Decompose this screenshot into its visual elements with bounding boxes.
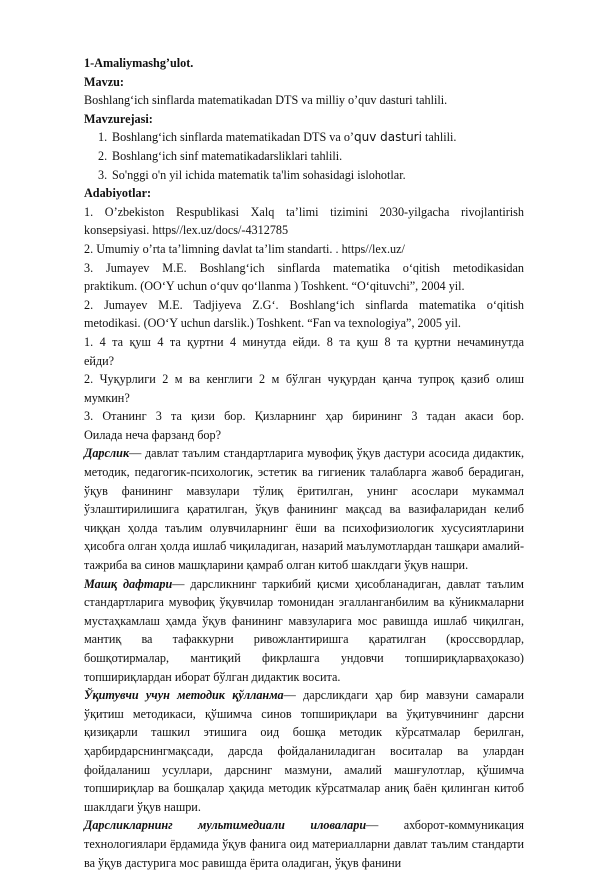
reference-line: praktikum. (OO‘Y uchun o‘quv qo‘llanma ) Toshkent. “O‘qituvchi”, 2004 yil.	[84, 279, 465, 294]
definition-paragraph	[84, 816, 524, 872]
reja-list	[84, 128, 524, 184]
definition-body: — дарсликдаги ҳар бир мавзуни самарали ўқитиш методикаси, қўшимча синов топшириқлари ва ўқитувчининг дарсни қизиқарли ташкил этишига оид бошқа методик кўрсатмалар берилган, ҳарбирдарснингмақсади, дарсда фойдаланиладиган воситалар ва улардан фойдаланиш усуллари, дарснинг мазмуни, амалий машғулотлар, қўшимча топшириқлар ва бошқалар ҳақида методик кўрсатмалар аниқ баён қилинган китоб шаклдаги ўқув нашри.	[84, 688, 524, 814]
reja-item	[84, 166, 524, 185]
mavzu-text: Boshlang‘ich sinflarda matematikadan DTS va milliy o’quv dasturi tahlili.	[84, 93, 448, 108]
document-page	[84, 54, 524, 872]
reference-line: 1. O’zbekiston Respublikasi Xalq ta’limi tizimini 2030-yilgacha rivojlantirish	[84, 204, 524, 219]
reja-text: So'nggi o'n yil ichida matematik ta'lim sohasidagi islohotlar.	[112, 167, 406, 182]
problem-line: 3. Отанинг 3 та қизи бор. Қизларнинг ҳар бирининг 3 тадан акаси бор.	[84, 409, 524, 424]
definition-paragraph	[84, 686, 524, 816]
problem-line: 2. Чуқурлиги 2 м ва кенглиги 2 м бўлган чуқурдан қанча тупроқ қазиб олиш	[84, 372, 524, 387]
reference-line: 2. Umumiy o’rta ta’limning davlat ta’lim standarti. . https//lex.uz/	[84, 241, 405, 256]
definition-term: Дарсликларнинг мультимедиали иловалари	[84, 818, 367, 833]
reja-label: Mavzurejasi:	[84, 111, 153, 126]
reja-item	[84, 147, 524, 166]
problem-line: 1. 4 та қуш 4 та қуртни 4 минутда ейди. 8 та қуш 8 та қуртни нечаминутда	[84, 334, 524, 349]
definition-body: — дарсликнинг таркибий қисми ҳисобланадиган, давлат таълим стандартларига мувофиқ ўқувчилар томонидан эгалланганбилим ва кўникмаларни мустаҳкамлаш ҳамда ўқув фанининг мавзуларига мос равишда ишлаб чиқилган, мантиқ ва тафаккурни ривожлантиришга қаратилган (кроссвордлар, бошқотирмалар, мантиқий фикрлашга ундовчи топшириқларваҳоказо) топшириқлардан иборат бўлган дидактик восита.	[84, 576, 524, 684]
reja-item	[84, 128, 524, 147]
reja-number: 2.	[98, 148, 108, 163]
problem-line: мумкин?	[84, 390, 130, 405]
definition-term: Машқ дафтари	[84, 576, 173, 591]
definition-paragraph	[84, 575, 524, 687]
definition-body: — ахборот-коммуникация технологиялари ёрдамида ўқув фанига оид материалларни давлат таълим стандарти ва ўқув дастурига мос равишда ёрита оладиган, ўқув фанини	[84, 818, 524, 870]
reference-line: konsepsiyasi. https//lex.uz/docs/-4312785	[84, 223, 289, 238]
definition-body: — давлат таълим стандартларига мувофиқ ўқув дастури асосида дидактик, методик, педагогик-психологик, эстетик ва гигиеник талабларга жавоб берадиган, ўқув фанининг мавзулари тўлиқ ёритилган, унинг асослари мукаммал ўзлаштирилишига қаратилган, ўқув фанининг мақсад ва вазифаларидан келиб чиққан ҳолда таълим олувчиларнинг ёши ва психофизиологик хусусиятларини ҳисобга олган ҳолда ишлаб чиқиладиган, назарий маълумотлардан ташқари амалий-тажриба ва синов машқларини қамраб олган китоб шаклдаги ўқув нашри.	[84, 446, 524, 573]
document-title: 1-Amaliymashg’ulot.	[84, 56, 194, 70]
reja-text: Boshlang‘ich sinf matematikadarsliklari tahlili.	[112, 148, 343, 163]
definition-term: Дарслик	[84, 446, 130, 461]
reference-line: 2. Jumayev M.E. Tadjiyeva Z.G‘. Boshlang‘ich sinflarda matematika o‘qitish	[84, 297, 524, 312]
definition-paragraph	[84, 444, 524, 574]
adabiyot-label: Adabiyotlar:	[84, 186, 152, 201]
problem-line: ейди?	[84, 353, 115, 368]
problem-line: Оилада неча фарзанд бор?	[84, 427, 222, 442]
reja-number: 3.	[98, 167, 108, 182]
mavzu-label: Mavzu:	[84, 74, 124, 89]
reja-text: Boshlang‘ich sinflarda matematikadan DTS va o’quv dasturi tahlili.	[112, 130, 457, 145]
definition-term: Ўқитувчи учун методик қўлланма	[84, 688, 284, 703]
reja-number: 1.	[98, 130, 108, 145]
reference-line: 3. Jumayev M.E. Boshlang‘ich sinflarda matematika o‘qitish metodikasidan	[84, 260, 524, 275]
reference-line: metodikasi. (OO‘Y uchun darslik.) Toshkent. “Fan va texnologiya”, 2005 yil.	[84, 316, 461, 331]
